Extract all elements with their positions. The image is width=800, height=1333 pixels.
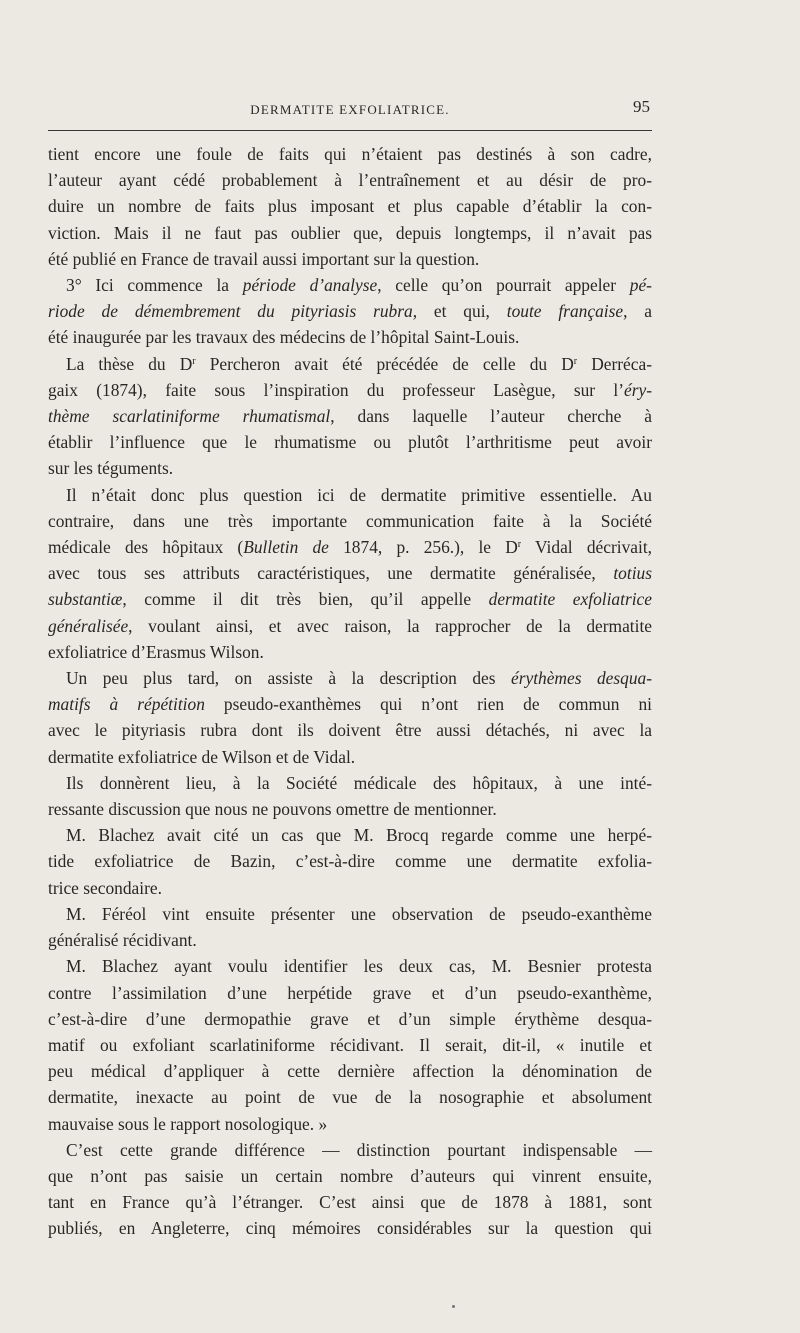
text-segment: Derréca-: [577, 353, 652, 374]
text-line: [48, 744, 652, 770]
text-line: [48, 298, 652, 324]
text-line: [48, 1111, 652, 1137]
text-segment: tient encore une foule de faits qui n’étaient pas destinés à son cadre,: [48, 144, 652, 164]
text-segment: exfoliatrice d’Erasmus Wilson.: [48, 641, 264, 662]
text-segment: généralisé récidivant.: [48, 930, 197, 951]
text-segment: dermatite, inexacte au point de vue de la nosographie et absolument: [48, 1087, 652, 1108]
text-segment: l’auteur ayant cédé probablement à l’entraînement et au désir de pro-: [48, 170, 652, 191]
text-line: [48, 1058, 652, 1084]
text-segment: C’est cette grande différence — distinction pourtant indispensable —: [66, 1139, 652, 1160]
running-head: [48, 97, 652, 124]
text-segment: Percheron avait été précédée de celle du D: [195, 353, 574, 374]
text-line: [48, 901, 652, 927]
text-line: [48, 953, 652, 979]
superscript: r: [192, 355, 196, 367]
text-line: [48, 586, 652, 612]
text-line: [48, 822, 652, 848]
text-line: [48, 1032, 652, 1058]
text-line: [48, 534, 652, 560]
italic-text: Bulletin de: [243, 537, 329, 558]
text-line: [48, 351, 652, 377]
text-segment: M. Blachez ayant voulu identifier les deux cas, M. Besnier protesta: [66, 956, 652, 977]
text-segment: pseudo-exanthèmes qui n’ont rien de commun ni: [204, 694, 652, 715]
header-rule: [48, 130, 652, 131]
text-segment: établir l’influence que le rhumatisme ou plutôt l’arthritisme peut avoir: [48, 432, 652, 453]
text-segment: dermatite exfoliatrice de Wilson et de Vidal.: [48, 746, 356, 767]
text-line: [48, 1163, 652, 1189]
text-segment: médicale des hôpitaux (: [48, 537, 244, 558]
text-segment: duire un nombre de faits plus imposant et plus capable d’établir la con-: [48, 196, 652, 217]
text-segment: M. Féréol vint ensuite présenter une observation de pseudo-exanthème: [66, 903, 652, 924]
text-segment: avec tous ses attributs caractéristiques, une dermatite généralisée,: [48, 563, 614, 584]
text-line: [48, 980, 652, 1006]
italic-text: toute française: [506, 301, 624, 322]
text-segment: ressante discussion que nous ne pouvons omettre de mentionner.: [48, 799, 497, 820]
text-line: [48, 324, 652, 350]
text-segment: Il n’était donc plus question ici de dermatite primitive essentielle. Au: [66, 484, 652, 505]
text-line: [48, 377, 652, 403]
italic-text: pé-: [629, 275, 652, 296]
text-segment: , et qui,: [412, 301, 507, 322]
text-line: [48, 1006, 652, 1032]
text-line: [48, 770, 652, 796]
text-segment: La thèse du D: [66, 353, 193, 374]
text-segment: matif ou exfoliant scarlatiniforme récidivant. Il serait, dit-il, « inutile et: [48, 1034, 652, 1055]
text-line: [48, 193, 652, 219]
page-number: 95: [633, 97, 650, 116]
text-segment: publiés, en Angleterre, cinq mémoires considérables sur la question qui: [48, 1218, 652, 1239]
text-segment: été inaugurée par les travaux des médecins de l’hôpital Saint-Louis.: [48, 327, 520, 348]
text-line: [48, 1215, 652, 1241]
text-line: [48, 482, 652, 508]
text-line: [48, 167, 652, 193]
text-segment: , a: [623, 301, 652, 322]
text-line: [48, 639, 652, 665]
text-line: [48, 508, 652, 534]
text-segment: Ils donnèrent lieu, à la Société médicale des hôpitaux, à une inté-: [66, 772, 652, 793]
text-segment: trice secondaire.: [48, 877, 162, 898]
text-line: [48, 1084, 652, 1110]
text-line: [48, 1189, 652, 1215]
text-segment: 1874, p. 256.), le D: [328, 537, 518, 558]
text-line: [48, 691, 652, 717]
text-line: [48, 429, 652, 455]
text-segment: Vidal décrivait,: [521, 537, 653, 558]
text-line: [48, 272, 652, 298]
italic-text: totius: [613, 563, 652, 584]
text-segment: M. Blachez avait cité un cas que M. Brocq regarde comme une herpé-: [66, 825, 652, 846]
italic-text: substantiæ: [48, 589, 123, 610]
italic-text: riode de démembrement du pityriasis rubra: [48, 301, 413, 322]
text-segment: été publié en France de travail aussi important sur la question.: [48, 248, 480, 269]
text-segment: tant en France qu’à l’étranger. C’est ainsi que de 1878 à 1881, sont: [48, 1192, 652, 1213]
italic-text: période d’analyse: [242, 275, 378, 296]
text-line: [48, 848, 652, 874]
italic-text: matifs à répétition: [48, 694, 205, 715]
text-line: [48, 717, 652, 743]
superscript: r: [573, 355, 578, 367]
text-line: [48, 1137, 652, 1163]
text-line: [48, 665, 652, 691]
text-segment: gaix (1874), faite sous l’inspiration du professeur Lasègue, sur l’: [48, 379, 624, 400]
text-segment: viction. Mais il ne faut pas oublier que, depuis longtemps, il n’avait pas: [48, 222, 652, 243]
italic-text: généralisée: [48, 615, 129, 636]
text-segment: que n’ont pas saisie un certain nombre d’auteurs qui vinrent ensuite,: [48, 1165, 652, 1186]
text-segment: peu médical d’appliquer à cette dernière affection la dénomination de: [48, 1061, 652, 1082]
text-line: [48, 455, 652, 481]
text-line: [48, 927, 652, 953]
text-segment: contre l’assimilation d’une herpétide grave et d’un pseudo-exanthème,: [48, 982, 652, 1003]
text-segment: c’est-à-dire d’une dermopathie grave et d’un simple érythème desqua-: [48, 1008, 652, 1029]
text-segment: , celle qu’on pourrait appeler: [377, 275, 630, 296]
text-line: [48, 875, 652, 901]
text-line: [48, 246, 652, 272]
superscript: r: [517, 539, 522, 551]
page-speck: [452, 1305, 455, 1308]
text-line: [48, 796, 652, 822]
text-line: [48, 403, 652, 429]
text-segment: , dans laquelle l’auteur cherche à: [330, 406, 652, 427]
text-line: [48, 220, 652, 246]
text-segment: , comme il dit très bien, qu’il appelle: [122, 589, 489, 610]
text-line: [48, 560, 652, 586]
text-segment: tide exfoliatrice de Bazin, c’est-à-dire comme une dermatite exfolia-: [48, 851, 652, 872]
text-line: [48, 613, 652, 639]
italic-text: éry-: [624, 379, 652, 400]
body-text: [48, 141, 652, 1242]
text-segment: contraire, dans une très importante communication faite à la Société: [48, 510, 652, 531]
text-segment: 3° Ici commence la: [66, 275, 243, 296]
italic-text: thème scarlatiniforme rhumatismal: [48, 406, 331, 427]
text-segment: , voulant ainsi, et avec raison, la rapprocher de la dermatite: [128, 615, 652, 636]
text-segment: Un peu plus tard, on assiste à la description des: [66, 668, 511, 689]
text-segment: sur les téguments.: [48, 458, 174, 479]
italic-text: dermatite exfoliatrice: [488, 589, 652, 610]
text-line: [48, 141, 652, 167]
text-segment: avec le pityriasis rubra dont ils doivent être aussi détachés, ni avec la: [48, 720, 652, 741]
text-segment: mauvaise sous le rapport nosologique. »: [48, 1113, 328, 1134]
italic-text: érythèmes desqua-: [510, 668, 653, 689]
running-title: DERMATITE EXFOLIATRICE.: [250, 102, 450, 117]
